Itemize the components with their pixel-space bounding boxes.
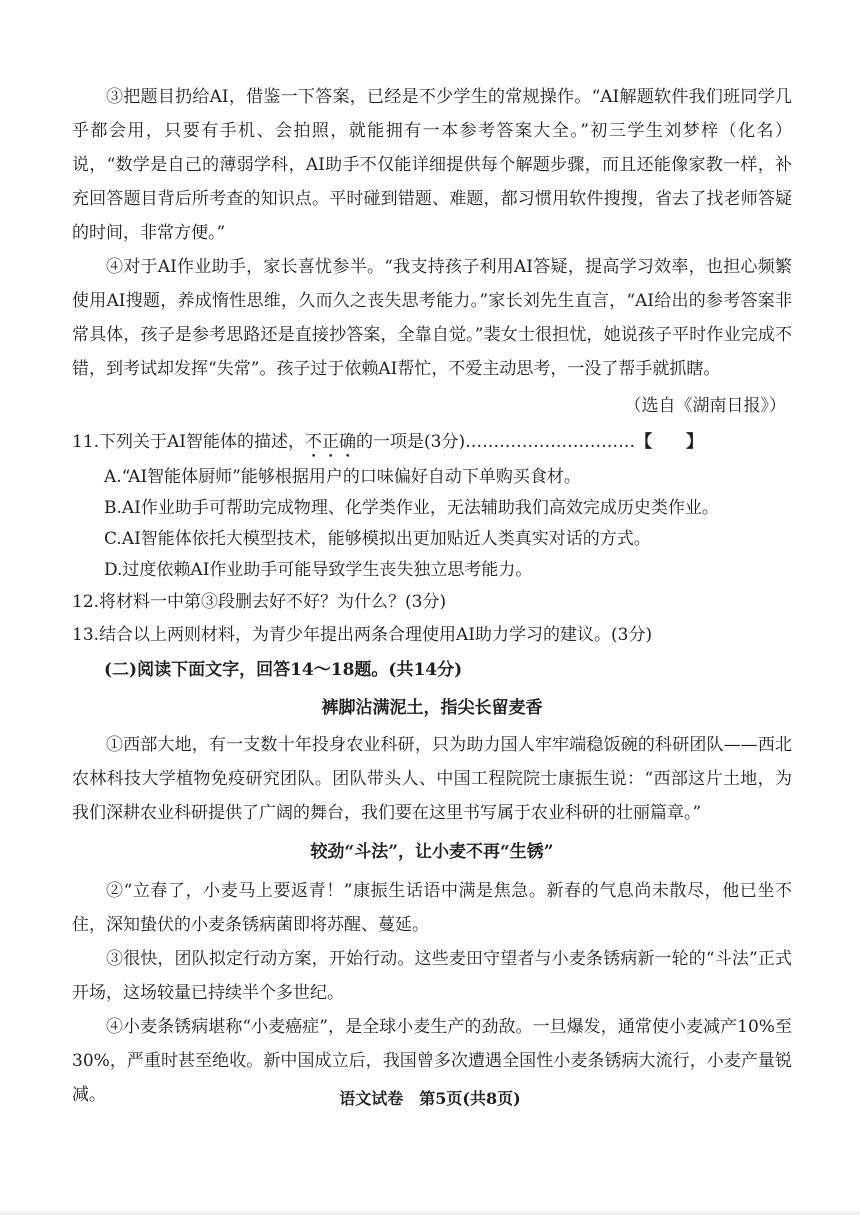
question-11 bbox=[72, 426, 792, 462]
article-subtitle: 较劲“斗法”，让小麦不再“生锈” bbox=[310, 842, 554, 862]
paragraph-4: ④对于AI作业助手，家长喜忧参半。“我支持孩子利用AI答疑，提高学习效率，也担心频繁使用AI搜题，养成惰性思维，久而久之丧失思考能力。”家长刘先生直言，“AI给出的参考答案非常具体，孩子是参考思路还是直接抄答案，全靠自觉。”裴女士很担忧，她说孩子平时作业完成不错，到考试却发挥“失常”。孩子过于依赖AI帮忙，不爱主动思考，一没了帮手就抓瞎。 bbox=[72, 257, 792, 379]
question-11-prefix: 11.下列关于AI智能体的描述， bbox=[72, 432, 306, 452]
article-paragraph-2: ②“立春了，小麦马上要返青！”康振生话语中满是焦急。新春的气息尚未散尽，他已坐不住，深知蛰伏的小麦条锈病菌即将苏醒、蔓延。 bbox=[72, 881, 792, 935]
article-paragraph-4: ④小麦条锈病堪称“小麦癌症”，是全球小麦生产的劲敌。一旦爆发，通常使小麦减产10%至30%，严重时甚至绝收。新中国成立后，我国曾多次遭遇全国性小麦条锈病大流行，小麦产量锐减。 bbox=[72, 1017, 792, 1105]
page-content bbox=[72, 80, 792, 1112]
paragraph-3: ③把题目扔给AI，借鉴一下答案，已经是不少学生的常规操作。“AI解题软件我们班同学几乎都会用，只要有手机、会拍照，就能拥有一本参考答案大全。”初三学生刘梦梓（化名）说，“数学是自己的薄弱学科，AI助手不仅能详细提供每个解题步骤，而且还能像家教一样，补充回答题目背后所考查的知识点。平时碰到错题、难题，都习惯用软件搜搜，省去了找老师答疑的时间，非常方便。” bbox=[72, 87, 792, 243]
article-title: 裤脚沾满泥土，指尖长留麦香 bbox=[321, 698, 543, 718]
question-12: 12.将材料一中第③段删去好不好？为什么？(3分) bbox=[72, 592, 447, 612]
page-footer: 语文试卷 第5页(共8页) bbox=[339, 1089, 521, 1108]
section-two-heading: (二)阅读下面文字，回答14～18题。(共14分) bbox=[104, 660, 463, 680]
answer-bracket[interactable]: 【 】 bbox=[635, 432, 704, 452]
question-13: 13.结合以上两则材料，为青少年提出两条合理使用AI助力学习的建议。(3分) bbox=[72, 625, 653, 645]
option-b: B.AI作业助手可帮助完成物理、化学类作业，无法辅助我们高效完成历史类作业。 bbox=[104, 498, 719, 518]
option-a: A.“AI智能体厨师”能够根据用户的口味偏好自动下单购买食材。 bbox=[104, 467, 581, 487]
article-paragraph-3: ③很快，团队拟定行动方案，开始行动。这些麦田守望者与小麦条锈病新一轮的“斗法”正式开场，这场较量已持续半个多世纪。 bbox=[72, 949, 792, 1003]
option-c: C.AI智能体依托大模型技术，能够模拟出更加贴近人类真实对话的方式。 bbox=[104, 529, 651, 549]
article-paragraph-1: ①西部大地，有一支数十年投身农业科研，只为助力国人牢牢端稳饭碗的科研团队——西北农林科技大学植物免疫研究团队。团队带头人、中国工程院院士康振生说：“西部这片土地，为我们深耕农业科研提供了广阔的舞台，我们要在这里书写属于农业科研的壮丽篇章。” bbox=[72, 735, 792, 823]
scan-edge-shadow bbox=[0, 1209, 860, 1215]
source-citation: （选自《湖南日报》） bbox=[624, 396, 786, 416]
question-11-emphasis: 不正确 bbox=[305, 432, 357, 452]
question-11-leader: ………………………… bbox=[465, 432, 636, 452]
question-11-suffix: 的一项是(3分) bbox=[356, 432, 466, 452]
option-d: D.过度依赖AI作业助手可能导致学生丧失独立思考能力。 bbox=[104, 560, 533, 580]
